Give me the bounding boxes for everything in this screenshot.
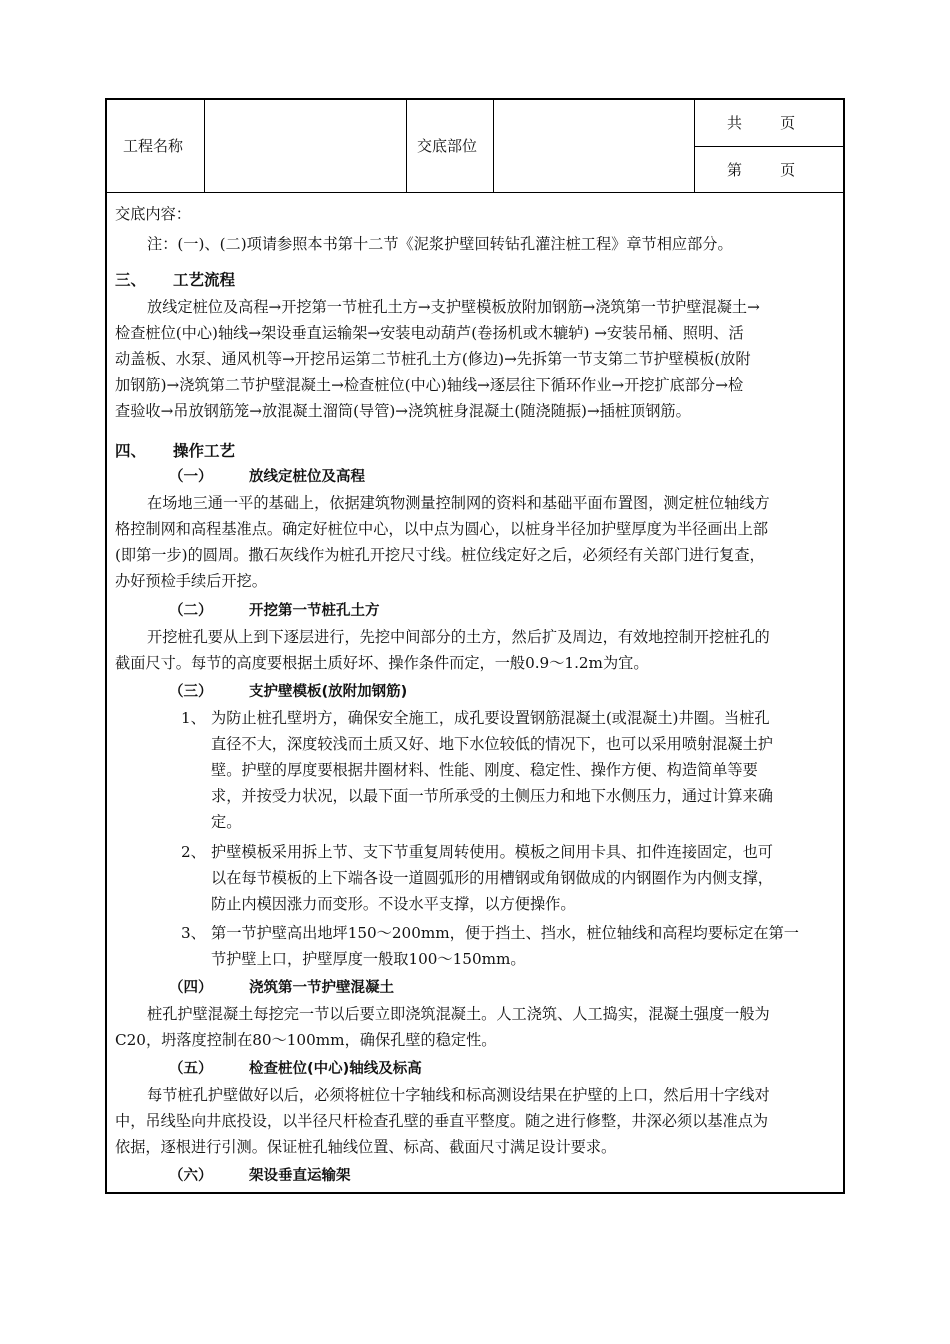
list-item-line: 直径不大，深度较浅而土质又好、地下水位较低的情况下，也可以采用喷射混凝土护 (211, 735, 773, 753)
content-label: 交底内容： (115, 205, 191, 223)
section-4-title: 操作工艺 (173, 442, 236, 460)
paragraph-line: 放线定桩位及高程→开挖第一节桩孔土方→支护壁模板放附加钢筋→浇筑第一节护壁混凝土→ (147, 298, 760, 316)
list-item-line: 求，并按受力状况，以最下面一节所承受的土侧压力和地下水侧压力，通过计算来确 (211, 787, 773, 805)
paragraph-line: 动盖板、水泵、通风机等→开挖吊运第二节桩孔土方(修边)→先拆第一节支第二节护壁模板(放附 (115, 350, 751, 368)
paragraph-line: 依据，逐根进行引测。保证桩孔轴线位置、标高、截面尺寸满足设计要求。 (115, 1138, 617, 1156)
paragraph-line: 桩孔护壁混凝土每挖完一节以后要立即浇筑混凝土。人工浇筑、人工捣实，混凝土强度一般为 (147, 1005, 770, 1023)
list-item-line: 为防止桩孔壁坍方，确保安全施工，成孔要设置钢筋混凝土(或混凝土)井圈。当桩孔 (211, 709, 770, 727)
subsection-4-number: （四） (169, 980, 213, 996)
subsection-5-title: 检查桩位(中心)轴线及标高 (249, 1061, 422, 1077)
subsection-4-title: 浇筑第一节护壁混凝土 (249, 980, 394, 996)
paragraph-line: 每节桩孔护壁做好以后，必须将桩位十字轴线和标高测设结果在护壁的上口，然后用十字线对 (147, 1086, 770, 1104)
list-item-number: 1、 (181, 709, 206, 727)
header-table (107, 100, 843, 193)
list-item-line: 防止内模因涨力而变形。不设水平支撑，以方便操作。 (211, 895, 576, 913)
paragraph-line: 开挖桩孔要从上到下逐层进行，先挖中间部分的土方，然后扩及周边，有效地控制开挖桩孔的 (147, 628, 770, 646)
subsection-1-number: （一） (169, 469, 213, 485)
paragraph-line: 检查桩位(中心)轴线→架设垂直运输架→安装电动葫芦(卷扬机或木辘轳) →安装吊桶、照明、活 (115, 324, 744, 342)
list-item-number: 3、 (181, 924, 206, 942)
subsection-2-number: （二） (169, 603, 213, 619)
project-name-label: 工程名称 (123, 137, 184, 155)
subsection-5-number: （五） (169, 1061, 213, 1077)
subsection-1-title: 放线定桩位及高程 (249, 469, 365, 485)
page-number: 第 页 (727, 161, 796, 179)
paragraph-line: (即第一步)的圆周。撒石灰线作为桩孔开挖尺寸线。桩位线定好之后，必须经有关部门进行复查， (115, 546, 765, 564)
total-pages: 共 页 (727, 114, 796, 132)
subsection-6-title: 架设垂直运输架 (249, 1168, 351, 1184)
disclosure-sheet (105, 98, 845, 1194)
list-item-line: 壁。护壁的厚度要根据井圈材料、性能、刚度、稳定性、操作方便、构造简单等要 (211, 761, 758, 779)
divider (406, 100, 407, 192)
section-3-number: 三、 (115, 271, 147, 289)
paragraph-line: 办好预检手续后开挖。 (115, 572, 267, 590)
section-4-number: 四、 (115, 442, 147, 460)
list-item-line: 护壁模板采用拆上节、支下节重复周转使用。模板之间用卡具、扣件连接固定，也可 (211, 843, 773, 861)
paragraph-line: 格控制网和高程基准点。确定好桩位中心，以中点为圆心，以桩身半径加护壁厚度为半径画出上部 (115, 520, 769, 538)
list-item-line: 第一节护壁高出地坪150～200mm，便于挡土、挡水，桩位轴线和高程均要标定在第一 (211, 924, 799, 942)
list-item-line: 以在每节模板的上下端各设一道圆弧形的用槽钢或角钢做成的内钢圈作为内侧支撑， (211, 869, 773, 887)
note: 注：(一)、(二)项请参照本书第十二节《泥浆护壁回转钻孔灌注桩工程》章节相应部分。 (147, 235, 733, 253)
divider (694, 146, 843, 147)
list-item-number: 2、 (181, 843, 206, 861)
list-item-line: 定。 (211, 813, 242, 831)
subsection-6-number: （六） (169, 1168, 213, 1184)
subsection-3-title: 支护壁模板(放附加钢筋) (249, 684, 408, 700)
paragraph-line: 中，吊线坠向井底投设，以半径尺杆检查孔壁的垂直平整度。随之进行修整，井深必须以基准点为 (115, 1112, 769, 1130)
list-item-line: 节护壁上口，护壁厚度一般取100～150mm。 (211, 950, 526, 968)
paragraph-line: 加钢筋)→浇筑第二节护壁混凝土→检查桩位(中心)轴线→逐层往下循环作业→开挖扩底部分→检 (115, 376, 744, 394)
section-3-title: 工艺流程 (173, 271, 236, 289)
subsection-3-number: （三） (169, 684, 213, 700)
divider (204, 100, 205, 192)
divider (493, 100, 494, 192)
paragraph-line: 截面尺寸。每节的高度要根据土质好坏、操作条件而定，一般0.9～1.2m为宜。 (115, 654, 649, 672)
paragraph-line: 查验收→吊放钢筋笼→放混凝土溜筒(导管)→浇筑桩身混凝土(随浇随振)→插桩顶钢筋。 (115, 402, 691, 420)
paragraph-line: 在场地三通一平的基础上，依据建筑物测量控制网的资料和基础平面布置图，测定桩位轴线方 (147, 494, 770, 512)
subsection-2-title: 开挖第一节桩孔土方 (249, 603, 380, 619)
location-label: 交底部位 (417, 137, 478, 155)
paragraph-line: C20，坍落度控制在80～100mm，确保孔壁的稳定性。 (115, 1031, 497, 1049)
